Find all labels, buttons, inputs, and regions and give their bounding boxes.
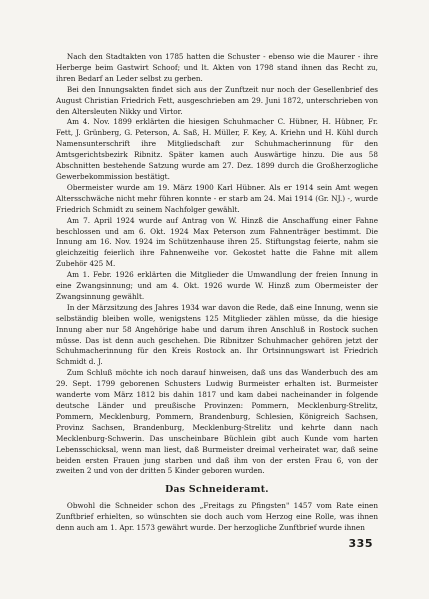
paragraph: Bei den Innungsakten findet sich aus der Zunftzeit nur noch der Gesellenbrief des August Christian Friedrich Fett, ausgeschrieben am 29. Juni 1872, unterschrieben von den Altersleuten Nikky und Virtor. [56, 84, 378, 116]
paragraph: Obwohl die Schneider schon des „Freitags zu Pfingsten" 1457 vom Rate einen Zunftbrief erhielten, so wünschten sie doch auch vom Herzog eine Rolle, was ihnen denn auch am 1. Apr. 1573 gewährt wurde. Der herzogliche Zunftbrief wurde ihnen [56, 501, 378, 533]
paragraph: In der Märzsitzung des Jahres 1934 war davon die Rede, daß eine Innung, wenn sie selbständig bleiben wolle, wenigstens 125 Mitglieder zählen müsse, da die hiesige Innung aber nur 58 Angehörige habe und darum ihren Anschluß in Rostock suchen müsse. Das ist denn auch geschehen. Die Ribnitzer Schuhmacher gehören jetzt der Schuhmacherinnung für den Kreis Rostock an. Ihr Ortsinnungswart ist Friedrich Schmidt d. J. [56, 302, 378, 367]
paragraph: Am 7. April 1924 wurde auf Antrag von W. Hinzß die Anschaffung einer Fahne beschlossen und am 6. Okt. 1924 Max Peterson zum Fahnenträger bestimmt. Die Innung am 16. Nov. 1924 im Schützenhause ihren 25. Stiftungstag feierte, nahm sie gleichzeitig feierlich ihre Fahnenweihe vor. Gekostet hatte die Fahne mit allem Zubehör 425 M. [56, 215, 378, 269]
paragraph: Zum Schluß möchte ich noch darauf hinweisen, daß uns das Wanderbuch des am 29. Sept. 1799 geborenen Schusters Ludwig Burmeister erhalten ist. Burmeister wanderte vom März 1812 bis dahin 1817 und kam dabei nacheinander in folgende deutsche Länder und preußische Provinzen: Pommern, Mecklenburg-Strelitz, Pommern, Mecklenburg, Pommern, Brandenburg, Schlesien, Königreich Sachsen, Provinz Sachsen, Brandenburg, Mecklenburg-Strelitz und kehrte dann nach Mecklenburg-Schwerin. Das unscheinbare Büchlein gibt auch Kunde vom harten Lebensschicksal, wenn man liest, daß Burmeister dreimal verheiratet war, daß seine beiden ersten Frauen jung starben und daß ihm von der ersten Frau 6, von der zweiten 2 und von der dritten 5 Kinder geboren wurden. [56, 368, 378, 476]
paragraph: Am 1. Febr. 1926 erklärten die Mitglieder die Umwandlung der freien Innung in eine Zwangsinnung; und am 4. Okt. 1926 wurde W. Hinzß zum Obermeister der Zwangsinnung gewählt. [56, 270, 378, 301]
body-text [56, 52, 378, 534]
section-heading: Das Schneideramt. [165, 484, 269, 496]
paragraph: Obermeister wurde am 19. März 1900 Karl Hübner. Als er 1914 sein Amt wegen Altersschwäche nicht mehr führen konnte - er starb am 24. Mai 1914 (Gr. NJ.) -, wurde Friedrich Schmidt zu seinem Nachfolger gewählt. [56, 182, 378, 214]
page-number: 335 [348, 537, 373, 550]
paragraph: Nach den Stadtakten von 1785 hatten die Schuster - ebenso wie die Maurer - ihre Herberge beim Gastwirt Schoof; und lt. Akten von 1798 stand ihnen das Recht zu, ihren Bedarf an Leder selbst zu gerben. [56, 52, 378, 83]
paragraph: Am 4. Nov. 1899 erklärten die hiesigen Schuhmacher C. Hübner, H. Hübner, Fr. Fett, J. Grünberg, G. Peterson, A. Saß, H. Müller, F. Key, A. Kriehn und H. Kühl durch Namensunterschrift ihre Mitgliedschaft zur Schuhmacherinnung für den Amtsgerichtsbezirk Ribnitz. Später kamen auch Auswärtige hinzu. Die aus 58 Abschnitten bestehende Satzung wurde am 27. Dez. 1899 durch die Großherzogliche Gewerbekommission bestätigt. [56, 117, 378, 181]
